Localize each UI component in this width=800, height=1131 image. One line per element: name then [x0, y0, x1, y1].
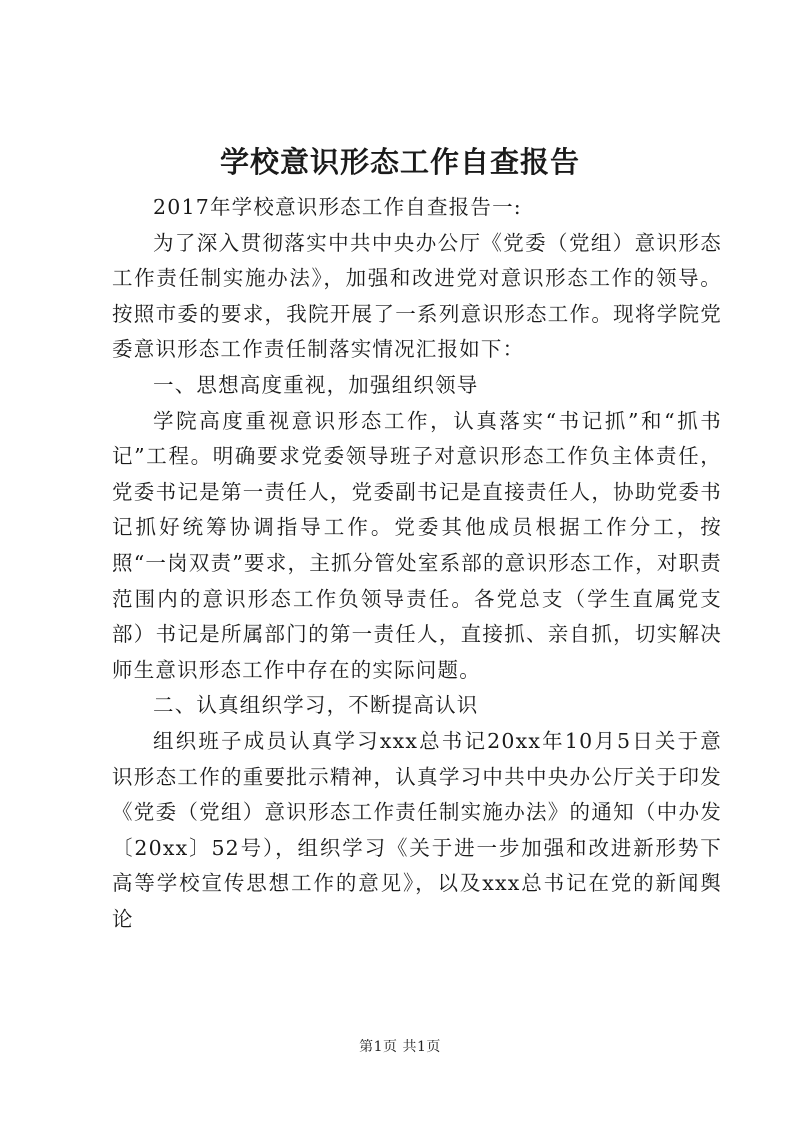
paragraph-preamble: 为了深入贯彻落实中共中央办公厅《党委（党组）意识形态工作责任制实施办法》，加强和改进党对意识形态工作的领导。按照市委的要求，我院开展了一系列意识形态工作。现将学院党委意识形态工作责任制落实情况汇报如下：: [112, 230, 722, 362]
paragraph-intro: 2017年学校意识形态工作自查报告一:: [153, 195, 522, 219]
section-heading-2: 二、认真组织学习，不断提高认识: [153, 693, 479, 718]
paragraph-section-2: 组织班子成员认真学习xxx总书记20xx年10月5日关于意识形态工作的重要批示精神，认真学习中共中央办公厅关于印发《党委（党组）意识形态工作责任制实施办法》的通知（中办发〔20xx〕52号），组织学习《关于进一步加强和改进新形势下高等学校宣传思想工作的意见》，以及xxx总书记在党的新闻舆论: [112, 728, 722, 931]
paragraph-section-1: 学院高度重视意识形态工作，认真落实“书记抓”和“抓书记”工程。明确要求党委领导班子对意识形态工作负主体责任，党委书记是第一责任人，党委副书记是直接责任人，协助党委书记抓好统筹协调指导工作。党委其他成员根据工作分工，按照“一岗双责”要求，主抓分管处室系部的意识形态工作，对职责范围内的意识形态工作负领导责任。各党总支（学生直属党支部）书记是所属部门的第一责任人，直接抓、亲自抓，切实解决师生意识形态工作中存在的实际问题。: [112, 408, 722, 682]
document-body: [112, 190, 722, 937]
page-footer: 第1页 共1页: [359, 1039, 441, 1055]
section-heading-1: 一、思想高度重视，加强组织领导: [153, 372, 479, 397]
document-title: 学校意识形态工作自查报告: [219, 145, 580, 179]
